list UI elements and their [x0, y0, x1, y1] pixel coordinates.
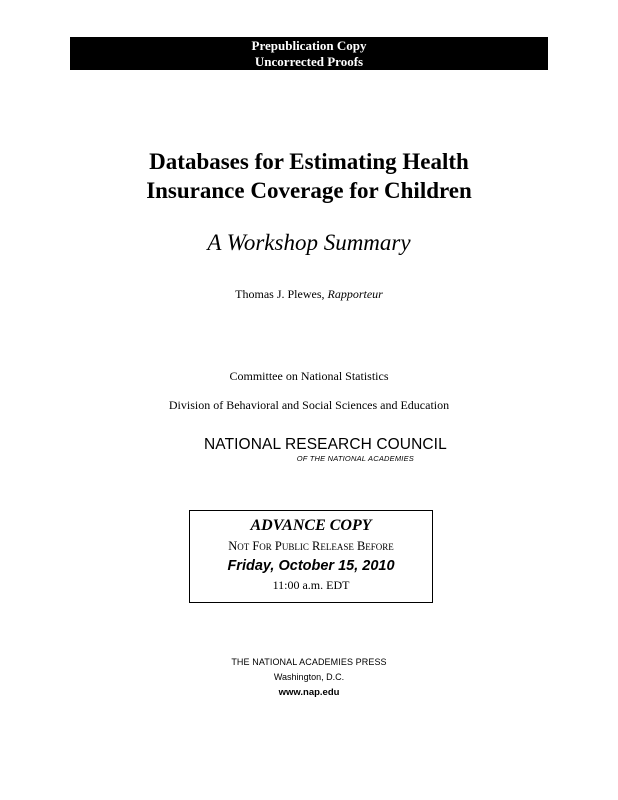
press-city: Washington, D.C. — [273, 672, 345, 682]
banner-line-2: Uncorrected Proofs — [254, 54, 364, 69]
press-url: www.nap.edu — [278, 687, 340, 698]
release-time: 11:00 a.m. EDT — [272, 578, 350, 592]
rapporteur-name: Thomas J. Plewes, — [235, 287, 325, 301]
report-title-line-2: Insurance Coverage for Children — [146, 178, 472, 203]
division-name: Division of Behavioral and Social Sciences and Education — [168, 398, 450, 412]
prepublication-banner — [70, 37, 548, 70]
nrc-logo — [204, 436, 447, 464]
press-imprint — [0, 655, 618, 700]
banner-line-1: Prepublication Copy — [251, 38, 367, 53]
report-title — [0, 147, 618, 205]
rapporteur-role: Rapporteur — [327, 287, 383, 301]
report-title-line-1: Databases for Estimating Health — [149, 149, 469, 174]
advance-copy-box — [189, 510, 433, 603]
advance-copy-title: ADVANCE COPY — [250, 517, 372, 534]
release-notice: Not For Public Release Before — [228, 539, 394, 553]
press-name: THE NATIONAL ACADEMIES PRESS — [231, 657, 387, 667]
nrc-logo-sub: OF THE NATIONAL ACADEMIES — [296, 454, 414, 463]
committee-name: Committee on National Statistics — [229, 369, 389, 383]
report-subtitle: A Workshop Summary — [207, 230, 411, 255]
release-date: Friday, October 15, 2010 — [227, 558, 395, 574]
nrc-logo-main: NATIONAL RESEARCH COUNCIL — [204, 436, 447, 453]
rapporteur-line — [0, 286, 618, 302]
